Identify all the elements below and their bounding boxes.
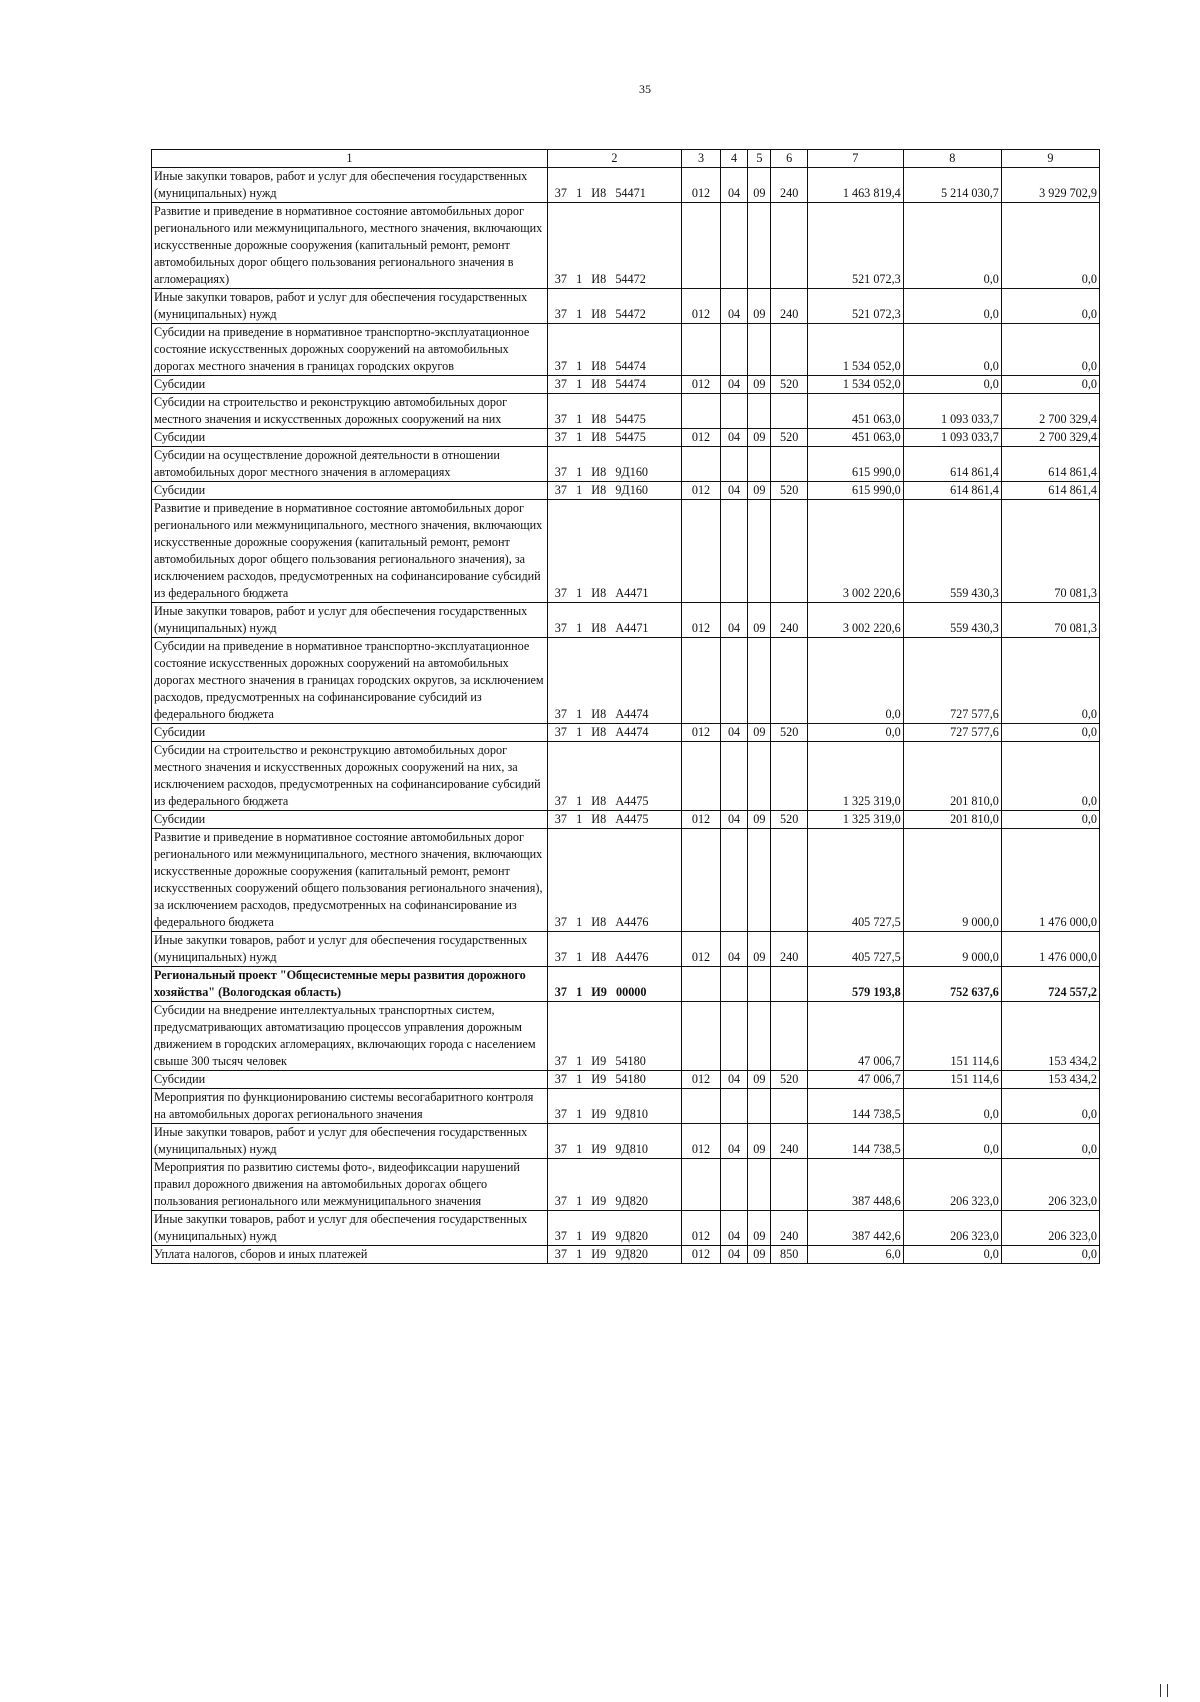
row-description: Уплата налогов, сборов и иных платежей bbox=[152, 1246, 548, 1264]
row-description: Развитие и приведение в нормативное состояние автомобильных дорог регионального или межмуниципального, местного значения, включающих искусственные дорожные сооружения (капитальный ремонт, ремонт искусственных сооружений общего пользования регионального значения), за исключением расходов, предусмотренных на софинансирование из федерального бюджета bbox=[152, 829, 548, 932]
row-code: 37 1 И9 9Д820 bbox=[547, 1211, 681, 1246]
row-value-8: 0,0 bbox=[903, 376, 1001, 394]
row-code: 37 1 И8 А4476 bbox=[547, 932, 681, 967]
row-col-6: 520 bbox=[771, 429, 807, 447]
row-value-9: 614 861,4 bbox=[1001, 482, 1099, 500]
row-value-8: 0,0 bbox=[903, 324, 1001, 376]
row-col-5: 09 bbox=[748, 482, 771, 500]
row-value-8: 9 000,0 bbox=[903, 829, 1001, 932]
row-description: Субсидии на приведение в нормативное транспортно-эксплуатационное состояние искусственных дорожных сооружений на автомобильных дорогах местного значения в границах городских округов, за исключением расходов, предусмотренных на софинансирование субсидий из федерального бюджета bbox=[152, 638, 548, 724]
row-col-6 bbox=[771, 1089, 807, 1124]
row-col-5 bbox=[748, 500, 771, 603]
row-col-3 bbox=[682, 742, 721, 811]
row-value-9: 153 434,2 bbox=[1001, 1071, 1099, 1089]
row-description: Субсидии bbox=[152, 1071, 548, 1089]
table-row bbox=[152, 324, 1100, 376]
row-col-6: 520 bbox=[771, 482, 807, 500]
row-col-6: 520 bbox=[771, 724, 807, 742]
row-description: Иные закупки товаров, работ и услуг для обеспечения государственных (муниципальных) нужд bbox=[152, 168, 548, 203]
table-row bbox=[152, 932, 1100, 967]
row-value-9: 0,0 bbox=[1001, 1089, 1099, 1124]
col-header-4: 4 bbox=[720, 150, 748, 168]
row-description: Субсидии bbox=[152, 811, 548, 829]
row-description: Иные закупки товаров, работ и услуг для обеспечения государственных (муниципальных) нужд bbox=[152, 932, 548, 967]
row-code: 37 1 И8 А4471 bbox=[547, 603, 681, 638]
row-col-3: 012 bbox=[682, 168, 721, 203]
row-value-8: 1 093 033,7 bbox=[903, 394, 1001, 429]
row-col-6 bbox=[771, 1159, 807, 1211]
row-value-7: 6,0 bbox=[807, 1246, 903, 1264]
row-col-5: 09 bbox=[748, 1246, 771, 1264]
row-description: Мероприятия по развитию системы фото-, видеофиксации нарушений правил дорожного движения на автомобильных дорогах общего пользования регионального или межмуниципального значения bbox=[152, 1159, 548, 1211]
row-value-9: 206 323,0 bbox=[1001, 1211, 1099, 1246]
row-col-4 bbox=[720, 638, 748, 724]
row-value-9: 0,0 bbox=[1001, 742, 1099, 811]
row-value-9: 0,0 bbox=[1001, 1124, 1099, 1159]
row-col-3: 012 bbox=[682, 376, 721, 394]
row-value-7: 521 072,3 bbox=[807, 289, 903, 324]
row-col-4 bbox=[720, 829, 748, 932]
row-value-9: 1 476 000,0 bbox=[1001, 829, 1099, 932]
table-row bbox=[152, 1124, 1100, 1159]
row-description: Субсидии на осуществление дорожной деятельности в отношении автомобильных дорог местного значения в агломерациях bbox=[152, 447, 548, 482]
row-description: Субсидии bbox=[152, 482, 548, 500]
row-col-4: 04 bbox=[720, 1246, 748, 1264]
row-col-5: 09 bbox=[748, 1211, 771, 1246]
row-code: 37 1 И9 9Д820 bbox=[547, 1246, 681, 1264]
row-code: 37 1 И8 А4475 bbox=[547, 811, 681, 829]
row-description: Субсидии на внедрение интеллектуальных транспортных систем, предусматривающих автоматизацию процессов управления дорожным движением в городских агломерациях, включающих города с населением свыше 300 тысяч человек bbox=[152, 1002, 548, 1071]
row-code: 37 1 И8 А4476 bbox=[547, 829, 681, 932]
table-row bbox=[152, 1211, 1100, 1246]
col-header-3: 3 bbox=[682, 150, 721, 168]
row-code: 37 1 И9 54180 bbox=[547, 1071, 681, 1089]
row-col-5 bbox=[748, 203, 771, 289]
row-description: Субсидии bbox=[152, 724, 548, 742]
row-value-8: 559 430,3 bbox=[903, 603, 1001, 638]
table-row bbox=[152, 742, 1100, 811]
row-col-5 bbox=[748, 324, 771, 376]
row-value-8: 614 861,4 bbox=[903, 447, 1001, 482]
row-value-9: 3 929 702,9 bbox=[1001, 168, 1099, 203]
row-col-5: 09 bbox=[748, 932, 771, 967]
row-col-6: 240 bbox=[771, 1124, 807, 1159]
row-col-5 bbox=[748, 1002, 771, 1071]
row-col-5: 09 bbox=[748, 724, 771, 742]
row-col-4 bbox=[720, 447, 748, 482]
row-col-4: 04 bbox=[720, 168, 748, 203]
row-col-3: 012 bbox=[682, 932, 721, 967]
row-value-8: 201 810,0 bbox=[903, 811, 1001, 829]
row-value-8: 206 323,0 bbox=[903, 1211, 1001, 1246]
table-row bbox=[152, 376, 1100, 394]
row-col-5: 09 bbox=[748, 1071, 771, 1089]
row-col-6: 850 bbox=[771, 1246, 807, 1264]
row-col-6 bbox=[771, 967, 807, 1002]
table-row bbox=[152, 829, 1100, 932]
row-description: Субсидии на строительство и реконструкцию автомобильных дорог местного значения и искусственных дорожных сооружений на них bbox=[152, 394, 548, 429]
row-value-7: 387 442,6 bbox=[807, 1211, 903, 1246]
page-number: 35 bbox=[639, 82, 651, 96]
row-col-6 bbox=[771, 324, 807, 376]
row-col-5: 09 bbox=[748, 376, 771, 394]
table-row bbox=[152, 1159, 1100, 1211]
row-value-9: 0,0 bbox=[1001, 811, 1099, 829]
row-value-7: 47 006,7 bbox=[807, 1002, 903, 1071]
budget-table bbox=[151, 149, 1100, 1264]
row-col-6 bbox=[771, 394, 807, 429]
row-col-5 bbox=[748, 638, 771, 724]
row-col-6 bbox=[771, 742, 807, 811]
row-col-4: 04 bbox=[720, 289, 748, 324]
row-value-9: 1 476 000,0 bbox=[1001, 932, 1099, 967]
row-col-4: 04 bbox=[720, 811, 748, 829]
row-code: 37 1 И8 А4474 bbox=[547, 724, 681, 742]
row-col-4 bbox=[720, 324, 748, 376]
row-col-3: 012 bbox=[682, 1124, 721, 1159]
row-value-8: 206 323,0 bbox=[903, 1159, 1001, 1211]
row-code: 37 1 И9 9Д810 bbox=[547, 1124, 681, 1159]
row-col-6 bbox=[771, 447, 807, 482]
col-header-5: 5 bbox=[748, 150, 771, 168]
row-col-3 bbox=[682, 447, 721, 482]
row-col-3 bbox=[682, 967, 721, 1002]
row-col-5 bbox=[748, 829, 771, 932]
table-row bbox=[152, 603, 1100, 638]
row-value-8: 0,0 bbox=[903, 1124, 1001, 1159]
col-header-8: 8 bbox=[903, 150, 1001, 168]
row-value-9: 0,0 bbox=[1001, 376, 1099, 394]
row-value-8: 0,0 bbox=[903, 289, 1001, 324]
row-value-7: 405 727,5 bbox=[807, 829, 903, 932]
row-value-7: 47 006,7 bbox=[807, 1071, 903, 1089]
row-value-9: 0,0 bbox=[1001, 1246, 1099, 1264]
row-col-5 bbox=[748, 1159, 771, 1211]
row-description: Субсидии bbox=[152, 429, 548, 447]
row-col-4 bbox=[720, 1159, 748, 1211]
row-code: 37 1 И8 9Д160 bbox=[547, 482, 681, 500]
table-row bbox=[152, 203, 1100, 289]
row-value-9: 724 557,2 bbox=[1001, 967, 1099, 1002]
row-description: Мероприятия по функционированию системы весогабаритного контроля на автомобильных дорогах регионального значения bbox=[152, 1089, 548, 1124]
row-col-4 bbox=[720, 1089, 748, 1124]
row-col-6: 520 bbox=[771, 1071, 807, 1089]
row-value-7: 144 738,5 bbox=[807, 1089, 903, 1124]
table-row bbox=[152, 482, 1100, 500]
row-value-8: 5 214 030,7 bbox=[903, 168, 1001, 203]
row-value-7: 144 738,5 bbox=[807, 1124, 903, 1159]
row-description: Субсидии на строительство и реконструкцию автомобильных дорог местного значения и искусственных дорожных сооружений на них, за исключением расходов, предусмотренных на софинансирование субсидий из федерального бюджета bbox=[152, 742, 548, 811]
row-value-8: 201 810,0 bbox=[903, 742, 1001, 811]
col-header-7: 7 bbox=[807, 150, 903, 168]
table-row bbox=[152, 638, 1100, 724]
row-col-4 bbox=[720, 203, 748, 289]
row-value-9: 206 323,0 bbox=[1001, 1159, 1099, 1211]
row-value-7: 3 002 220,6 bbox=[807, 603, 903, 638]
row-value-9: 0,0 bbox=[1001, 324, 1099, 376]
row-value-9: 153 434,2 bbox=[1001, 1002, 1099, 1071]
table-row bbox=[152, 724, 1100, 742]
row-col-6: 520 bbox=[771, 811, 807, 829]
row-description: Иные закупки товаров, работ и услуг для обеспечения государственных (муниципальных) нужд bbox=[152, 289, 548, 324]
row-col-4: 04 bbox=[720, 1071, 748, 1089]
row-code: 37 1 И8 54474 bbox=[547, 324, 681, 376]
row-code: 37 1 И8 54475 bbox=[547, 429, 681, 447]
row-value-8: 0,0 bbox=[903, 1246, 1001, 1264]
row-col-4: 04 bbox=[720, 724, 748, 742]
row-col-3: 012 bbox=[682, 482, 721, 500]
row-value-9: 2 700 329,4 bbox=[1001, 429, 1099, 447]
row-description: Развитие и приведение в нормативное состояние автомобильных дорог регионального или межмуниципального, местного значения, включающих искусственные дорожные сооружения (капитальный ремонт, ремонт автомобильных дорог общего пользования регионального значения в агломерациях) bbox=[152, 203, 548, 289]
table-row bbox=[152, 1071, 1100, 1089]
row-value-7: 1 325 319,0 bbox=[807, 742, 903, 811]
row-value-9: 0,0 bbox=[1001, 638, 1099, 724]
row-value-7: 0,0 bbox=[807, 638, 903, 724]
row-col-6: 240 bbox=[771, 603, 807, 638]
row-value-7: 3 002 220,6 bbox=[807, 500, 903, 603]
row-value-9: 2 700 329,4 bbox=[1001, 394, 1099, 429]
row-col-4: 04 bbox=[720, 376, 748, 394]
row-col-6: 240 bbox=[771, 168, 807, 203]
row-code: 37 1 И8 54472 bbox=[547, 289, 681, 324]
row-col-3: 012 bbox=[682, 289, 721, 324]
row-col-5: 09 bbox=[748, 811, 771, 829]
row-col-4: 04 bbox=[720, 482, 748, 500]
row-col-3: 012 bbox=[682, 603, 721, 638]
row-col-6: 240 bbox=[771, 289, 807, 324]
row-code: 37 1 И8 А4474 bbox=[547, 638, 681, 724]
col-header-2: 2 bbox=[547, 150, 681, 168]
row-code: 37 1 И8 54471 bbox=[547, 168, 681, 203]
row-col-3: 012 bbox=[682, 724, 721, 742]
table-row bbox=[152, 811, 1100, 829]
col-header-6: 6 bbox=[771, 150, 807, 168]
row-col-4 bbox=[720, 1002, 748, 1071]
row-col-5: 09 bbox=[748, 603, 771, 638]
row-value-7: 451 063,0 bbox=[807, 429, 903, 447]
row-value-8: 559 430,3 bbox=[903, 500, 1001, 603]
row-col-4 bbox=[720, 500, 748, 603]
row-col-6: 520 bbox=[771, 376, 807, 394]
row-col-6: 240 bbox=[771, 1211, 807, 1246]
row-value-7: 1 463 819,4 bbox=[807, 168, 903, 203]
row-col-3 bbox=[682, 203, 721, 289]
row-value-8: 727 577,6 bbox=[903, 724, 1001, 742]
scan-mark bbox=[1160, 1684, 1180, 1697]
table-row bbox=[152, 394, 1100, 429]
table-row bbox=[152, 1089, 1100, 1124]
row-code: 37 1 И8 54472 bbox=[547, 203, 681, 289]
row-value-8: 727 577,6 bbox=[903, 638, 1001, 724]
row-col-3 bbox=[682, 500, 721, 603]
row-value-7: 579 193,8 bbox=[807, 967, 903, 1002]
row-value-8: 0,0 bbox=[903, 203, 1001, 289]
row-col-6 bbox=[771, 203, 807, 289]
row-col-4: 04 bbox=[720, 1124, 748, 1159]
table-row bbox=[152, 1246, 1100, 1264]
row-col-3 bbox=[682, 638, 721, 724]
header-row bbox=[152, 150, 1100, 168]
row-description: Иные закупки товаров, работ и услуг для обеспечения государственных (муниципальных) нужд bbox=[152, 1211, 548, 1246]
row-col-6 bbox=[771, 1002, 807, 1071]
row-col-4: 04 bbox=[720, 603, 748, 638]
row-col-6 bbox=[771, 829, 807, 932]
row-code: 37 1 И8 54475 bbox=[547, 394, 681, 429]
row-value-7: 1 534 052,0 bbox=[807, 324, 903, 376]
row-description: Развитие и приведение в нормативное состояние автомобильных дорог регионального или межмуниципального, местного значения, включающих искусственные дорожные сооружения (капитальный ремонт, ремонт автомобильных дорог общего пользования регионального значения), за исключением расходов, предусмотренных на софинансирование субсидий из федерального бюджета bbox=[152, 500, 548, 603]
row-col-5 bbox=[748, 967, 771, 1002]
row-col-3: 012 bbox=[682, 429, 721, 447]
row-value-9: 70 081,3 bbox=[1001, 500, 1099, 603]
row-col-5 bbox=[748, 394, 771, 429]
row-col-4: 04 bbox=[720, 932, 748, 967]
row-col-3: 012 bbox=[682, 1211, 721, 1246]
row-col-5: 09 bbox=[748, 168, 771, 203]
row-code: 37 1 И9 9Д820 bbox=[547, 1159, 681, 1211]
row-col-5 bbox=[748, 1089, 771, 1124]
row-description: Субсидии bbox=[152, 376, 548, 394]
row-value-9: 0,0 bbox=[1001, 289, 1099, 324]
row-col-3 bbox=[682, 394, 721, 429]
row-col-4: 04 bbox=[720, 1211, 748, 1246]
row-col-3 bbox=[682, 324, 721, 376]
row-col-5: 09 bbox=[748, 1124, 771, 1159]
row-col-4: 04 bbox=[720, 429, 748, 447]
row-code: 37 1 И9 54180 bbox=[547, 1002, 681, 1071]
row-description: Иные закупки товаров, работ и услуг для обеспечения государственных (муниципальных) нужд bbox=[152, 603, 548, 638]
row-value-9: 0,0 bbox=[1001, 724, 1099, 742]
row-value-8: 614 861,4 bbox=[903, 482, 1001, 500]
row-col-5: 09 bbox=[748, 289, 771, 324]
col-header-1: 1 bbox=[152, 150, 548, 168]
row-description: Субсидии на приведение в нормативное транспортно-эксплуатационное состояние искусственных дорожных сооружений на автомобильных дорогах местного значения в границах городских округов bbox=[152, 324, 548, 376]
row-code: 37 1 И8 А4475 bbox=[547, 742, 681, 811]
row-value-8: 1 093 033,7 bbox=[903, 429, 1001, 447]
row-value-9: 70 081,3 bbox=[1001, 603, 1099, 638]
row-value-8: 0,0 bbox=[903, 1089, 1001, 1124]
row-value-7: 387 448,6 bbox=[807, 1159, 903, 1211]
col-header-9: 9 bbox=[1001, 150, 1099, 168]
row-value-7: 615 990,0 bbox=[807, 447, 903, 482]
table-row bbox=[152, 500, 1100, 603]
row-code: 37 1 И8 А4471 bbox=[547, 500, 681, 603]
row-value-7: 1 534 052,0 bbox=[807, 376, 903, 394]
row-value-7: 1 325 319,0 bbox=[807, 811, 903, 829]
row-value-7: 521 072,3 bbox=[807, 203, 903, 289]
row-value-8: 752 637,6 bbox=[903, 967, 1001, 1002]
row-col-5 bbox=[748, 742, 771, 811]
row-col-4 bbox=[720, 394, 748, 429]
row-description: Иные закупки товаров, работ и услуг для обеспечения государственных (муниципальных) нужд bbox=[152, 1124, 548, 1159]
row-value-7: 0,0 bbox=[807, 724, 903, 742]
row-col-5: 09 bbox=[748, 429, 771, 447]
row-col-6 bbox=[771, 500, 807, 603]
row-col-3 bbox=[682, 1089, 721, 1124]
row-code: 37 1 И9 9Д810 bbox=[547, 1089, 681, 1124]
row-col-3 bbox=[682, 1159, 721, 1211]
row-value-8: 9 000,0 bbox=[903, 932, 1001, 967]
row-col-3: 012 bbox=[682, 811, 721, 829]
row-value-7: 615 990,0 bbox=[807, 482, 903, 500]
row-value-7: 451 063,0 bbox=[807, 394, 903, 429]
table-row bbox=[152, 429, 1100, 447]
row-value-8: 151 114,6 bbox=[903, 1071, 1001, 1089]
table-row bbox=[152, 1002, 1100, 1071]
row-value-9: 0,0 bbox=[1001, 203, 1099, 289]
row-value-9: 614 861,4 bbox=[1001, 447, 1099, 482]
table-row bbox=[152, 447, 1100, 482]
row-value-7: 405 727,5 bbox=[807, 932, 903, 967]
row-col-6 bbox=[771, 638, 807, 724]
row-description: Региональный проект "Общесистемные меры развития дорожного хозяйства" (Вологодская область) bbox=[152, 967, 548, 1002]
table-row bbox=[152, 289, 1100, 324]
row-col-3 bbox=[682, 829, 721, 932]
row-col-4 bbox=[720, 742, 748, 811]
row-code: 37 1 И8 9Д160 bbox=[547, 447, 681, 482]
table-row bbox=[152, 967, 1100, 1002]
row-col-6: 240 bbox=[771, 932, 807, 967]
row-value-8: 151 114,6 bbox=[903, 1002, 1001, 1071]
row-code: 37 1 И9 00000 bbox=[547, 967, 681, 1002]
row-col-5 bbox=[748, 447, 771, 482]
row-col-3: 012 bbox=[682, 1246, 721, 1264]
table-row bbox=[152, 168, 1100, 203]
row-col-4 bbox=[720, 967, 748, 1002]
row-code: 37 1 И8 54474 bbox=[547, 376, 681, 394]
row-col-3: 012 bbox=[682, 1071, 721, 1089]
row-col-3 bbox=[682, 1002, 721, 1071]
